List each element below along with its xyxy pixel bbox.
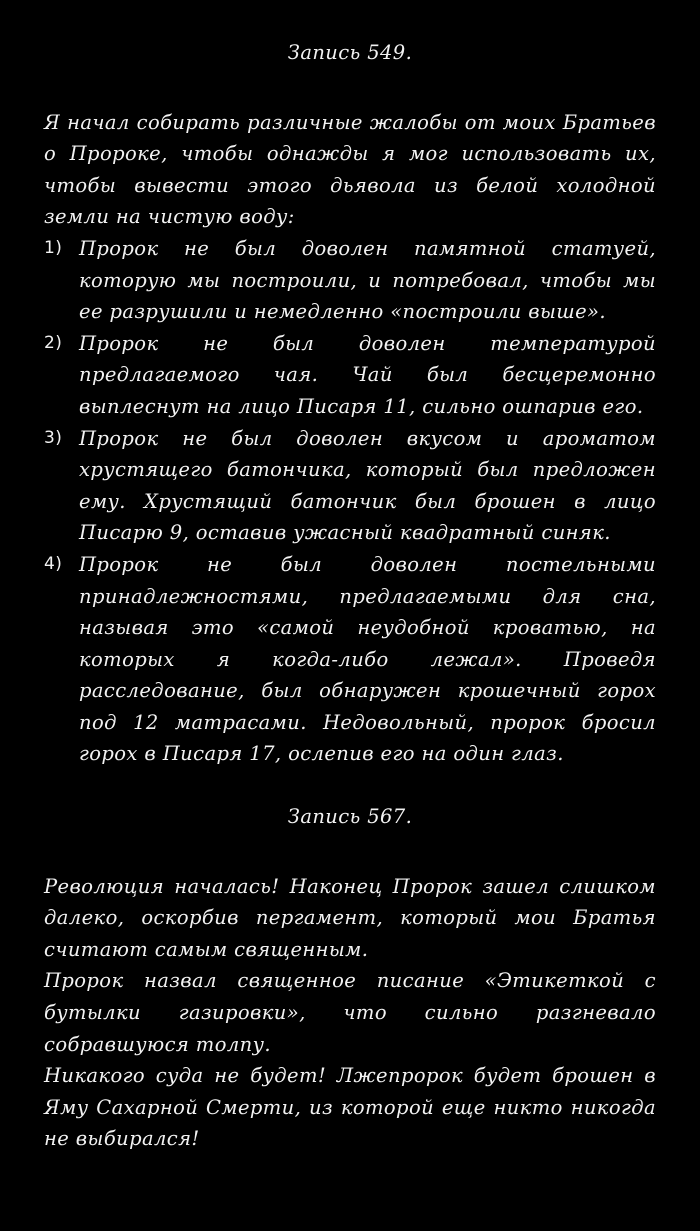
entry-567 bbox=[44, 801, 656, 1155]
entry-paragraph: Никакого суда не будет! Лжепророк будет брошен в Яму Сахарной Смерти, из которой еще никто никогда не выбирался! bbox=[44, 1064, 656, 1151]
entry-intro: Я начал собирать различные жалобы от моих Братьев о Пророке, чтобы однажды я мог использовать их, чтобы вывести этого дьявола из белой холодной земли на чистую воду: bbox=[44, 110, 656, 229]
entry-paragraph: Пророк назвал священное писание «Этикеткой с бутылки газировки», что сильно разгневало собравшуюся толпу. bbox=[44, 969, 656, 1056]
entry-body bbox=[44, 871, 656, 1155]
complaint-text: Пророк не был доволен вкусом и ароматом хрустящего батончика, который был предложен ему. Хрустящий батончик был брошен в лицо Писарю 9, оставив ужасный квадратный синяк. bbox=[79, 426, 656, 545]
complaint-text: Пророк не был доволен памятной статуей, которую мы построили, и потребовал, чтобы мы ее разрушили и немедленно «построили выше». bbox=[79, 236, 656, 324]
complaint-text: Пророк не был доволен постельными принадлежностями, предлагаемыми для сна, называя это «самой неудобной кроватью, на которых я когда-либо лежал». Проведя расследование, был обнаружен крошечный горох под 12 матрасами. Недовольный, пророк бросил горох в Писаря 17, ослепив его на один глаз. bbox=[79, 552, 656, 766]
entry-549 bbox=[44, 0, 656, 770]
complaint-number: 2) bbox=[44, 332, 63, 353]
complaint-item bbox=[44, 549, 656, 770]
entry-heading: Запись 549. bbox=[287, 41, 413, 64]
complaint-number: 4) bbox=[44, 553, 63, 574]
complaint-item bbox=[44, 328, 656, 423]
complaint-number: 1) bbox=[44, 237, 63, 258]
complaint-text: Пророк не был доволен температурой предлагаемого чая. Чай был бесцеремонно выплеснут на лицо Писаря 11, сильно ошпарив его. bbox=[79, 331, 656, 418]
entry-paragraph: Революция началась! Наконец Пророк зашел слишком далеко, оскорбив пергамент, который мои Братья считают самым священным. bbox=[44, 874, 656, 961]
complaint-item bbox=[44, 233, 656, 328]
complaint-list bbox=[44, 233, 656, 770]
entry-heading: Запись 567. bbox=[287, 805, 413, 829]
complaint-number: 3) bbox=[44, 427, 63, 448]
complaint-item bbox=[44, 423, 656, 549]
